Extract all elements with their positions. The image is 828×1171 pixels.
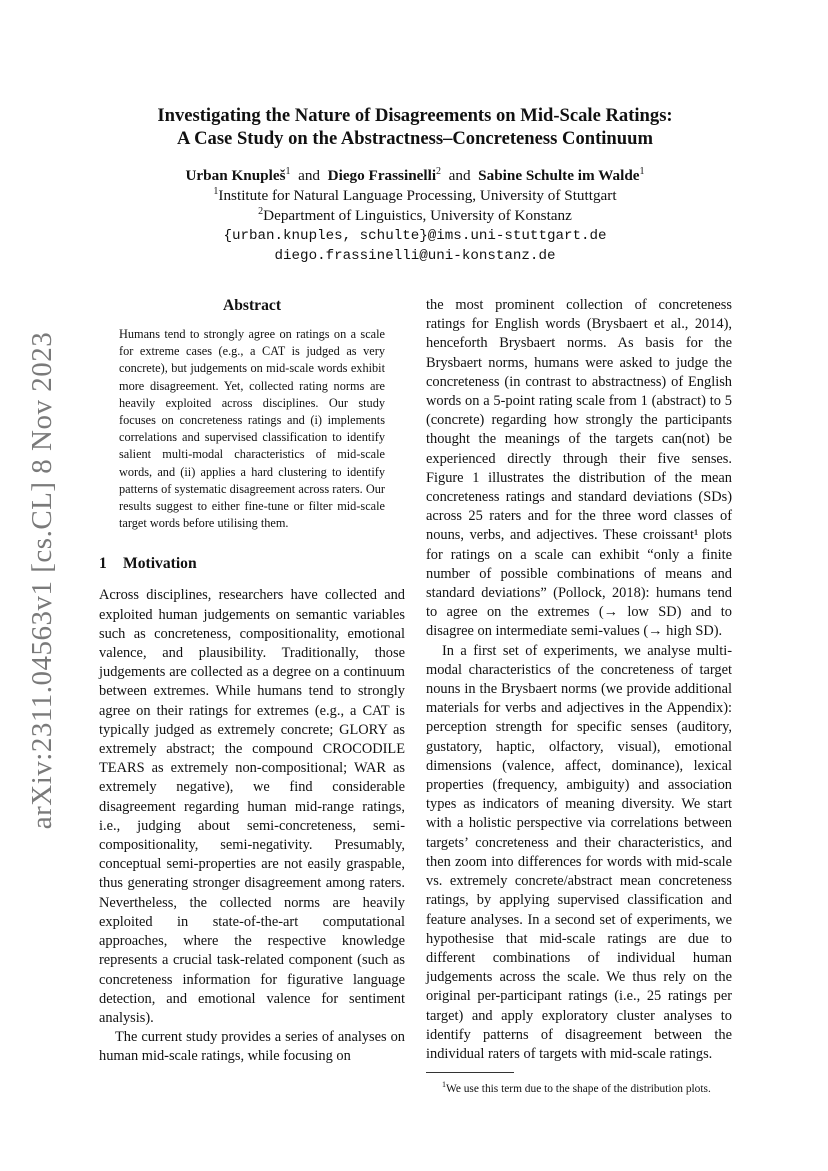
- affiliation-2: [100, 206, 730, 226]
- author-3: Sabine Schulte im Walde: [478, 167, 640, 184]
- author-2: Diego Frassinelli: [327, 167, 437, 184]
- arxiv-stamp: [18, 300, 68, 860]
- title-line-2: A Case Study on the Abstractness–Concreteness Continuum: [177, 128, 653, 149]
- author-2-sup: 2: [436, 165, 442, 177]
- section-1-paragraph-1: Across disciplines, researchers have collected and exploited human judgements on semantic variables such as concreteness, compositionality, emotional valence, and plausibility. Traditionally, those judgements are collected as a degree on a continuum between extremes. While humans tend to strongly agree on their ratings for extremes (e.g., a CAT is typically judged as extremely concrete; GLORY as extremely abstract; the compound CROCODILE TEARS as extremely non-compositional; WAR as extremely negative), we find considerable disagreement regarding human mid-range ratings, i.e., judging about semi-concreteness, semi-compositionality, semi-negativity. Presumably, conceptual semi-properties are not easily graspable, thus generating stronger disagreement among raters. Nevertheless, the collected norms are heavily exploited in state-of-the-art computational approaches, where the respective knowledge represents a crucial task-related component (such as concreteness information for figurative language detection, and emotional valence for sentiment analysis).: [99, 587, 405, 1026]
- section-1-paragraph-2: The current study provides a series of analyses on human mid-scale ratings, while focusing on: [99, 1029, 405, 1065]
- abstract-text: Humans tend to strongly agree on ratings on a scale for extreme cases (e.g., a CAT is judged as very concrete), but judgements on mid-scale words exhibit more disagreement. Yet, collected rating norms are heavily exploited across disciplines. Our study focuses on concreteness ratings and (i) implements correlations and supervised classification to identify salient multi-modal characteristics of mid-scale words, and (ii) applies a hard clustering to identify patterns of systematic disagreement across raters. Our results suggest to either fine-tune or filter mid-scale target words before utilising them.: [119, 327, 385, 531]
- arxiv-stamp-text: arXiv:2311.04563v1 [cs.CL] 8 Nov 2023: [26, 331, 59, 829]
- author-and-1: and: [298, 167, 321, 184]
- right-paragraph-2: In a first set of experiments, we analyse multi-modal characteristics of the concreteness of target nouns in the Brysbaert norms (we provide additional materials for verbs and adjectives in the Appendix): perception strength for specific senses (auditory, gustatory, haptic, olfactory, visual), emotional dimensions (valence, affect, dominance), lexical properties (frequency, ambiguity) and association types as indicators of meaning diversity. We start with a holistic perspective via correlations between targets’ concreteness and their characteristics, and then zoom into differences for words with mid-scale vs. extremely concrete/abstract mean concreteness ratings, by applying supervised classification and feature analyses. In a second set of experiments, we hypothesise that mid-scale ratings are due to different combinations of individual human judgements across the scale. We thus rely on the original per-participant ratings (i.e., 25 ratings per target) and apply exploratory cluster analyses to identify patterns of disagreement between the individual raters of targets with mid-scale ratings.: [426, 642, 732, 1062]
- email-2: diego.frassinelli@uni-konstanz.de: [274, 248, 556, 264]
- footnote: [426, 1077, 732, 1097]
- author-1-sup: 1: [285, 165, 291, 177]
- title-line-1: Investigating the Nature of Disagreements on Mid-Scale Ratings:: [157, 105, 673, 126]
- affiliation-2-text: Department of Linguistics, University of Konstanz: [263, 207, 572, 224]
- section-1-heading: [99, 554, 405, 574]
- author-and-2: and: [448, 167, 471, 184]
- footnote-text: We use this term due to the shape of the distribution plots.: [446, 1082, 711, 1095]
- affiliation-1-sup: 1: [213, 185, 219, 197]
- author-line: [100, 166, 730, 186]
- affiliation-1: [100, 186, 730, 206]
- right-column: [426, 296, 732, 1097]
- footnote-rule: [426, 1072, 514, 1073]
- footnote-mark: 1: [442, 1080, 446, 1090]
- section-1-title: Motivation: [123, 555, 197, 573]
- author-1: Urban Knupleš: [185, 167, 286, 184]
- paper-title: [100, 104, 730, 150]
- left-column: [99, 296, 405, 1067]
- section-1-number: 1: [99, 555, 107, 573]
- right-paragraph-1: the most prominent collection of concreteness ratings for English words (Brysbaert et al., 2014), henceforth Brysbaert norms. As basis for the Brysbaert norms, humans were asked to judge the concreteness (in contrast to abstractness) of English words on a 5-point rating scale from 1 (abstract) to 5 (concrete) regarding how strongly the participants thought the meanings of the targets can(not) be experienced directly through their five senses. Figure 1 illustrates the distribution of the mean concreteness ratings and standard deviations (SDs) across 25 raters and for the three word classes of nouns, verbs, and adjectives. These croissant¹ plots for ratings on a scale can exhibit “only a finite number of possible combinations of means and standard deviations” (Pollock, 2018): humans tend to agree on the extremes (→ low SD) and to disagree on intermediate semi-values (→ high SD).: [426, 297, 732, 640]
- affiliation-1-text: Institute for Natural Language Processing, University of Stuttgart: [218, 187, 617, 204]
- author-3-sup: 1: [639, 165, 645, 177]
- abstract-heading: Abstract: [222, 297, 282, 314]
- author-block: [100, 166, 730, 266]
- email-1: {urban.knuples, schulte}@ims.uni-stuttgart.de: [223, 228, 607, 244]
- affiliation-2-sup: 2: [258, 205, 264, 217]
